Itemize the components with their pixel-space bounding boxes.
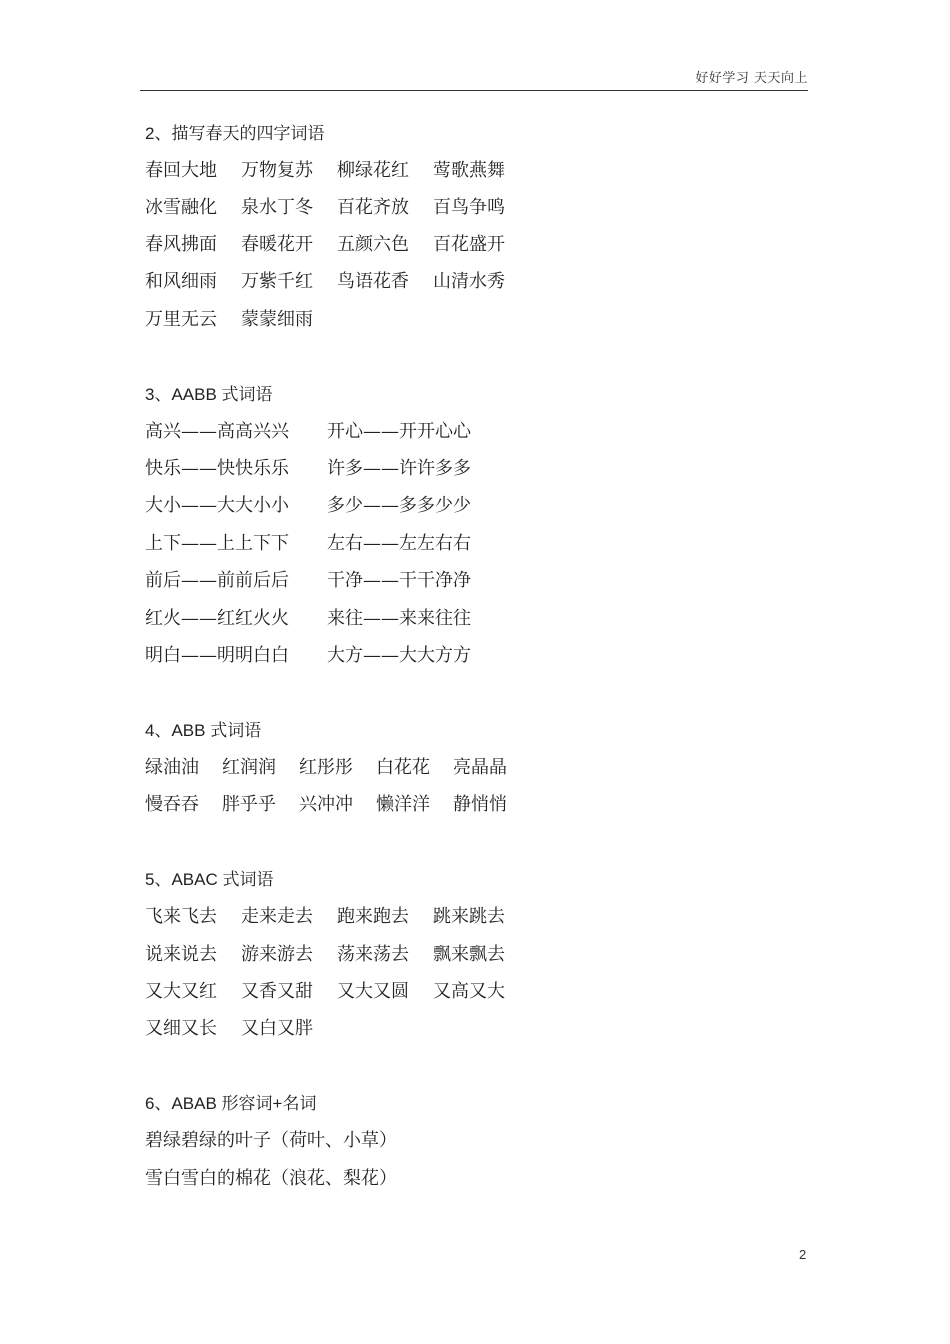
section-4-title: 4、ABB 式词语 xyxy=(145,721,262,740)
word: 又香又甜 xyxy=(241,981,313,1002)
list-item xyxy=(145,607,471,631)
word-pair: 多少——多多少少 xyxy=(327,495,471,516)
word-pair: 左右——左左右右 xyxy=(327,533,471,554)
word-pair: 开心——开开心心 xyxy=(327,421,471,442)
word-pair: 明白——明明白白 xyxy=(145,645,289,666)
word-pair: 前后——前前后后 xyxy=(145,570,289,591)
word: 又高又大 xyxy=(433,981,505,1002)
list-item xyxy=(145,644,471,668)
list-item xyxy=(145,494,471,518)
word: 又白又胖 xyxy=(241,1018,313,1039)
word: 柳绿花红 xyxy=(337,160,409,181)
word-pair: 快乐——快快乐乐 xyxy=(145,458,289,479)
word: 白花花 xyxy=(376,757,430,778)
word-pair: 上下——上上下下 xyxy=(145,533,289,554)
word: 百鸟争鸣 xyxy=(433,197,505,218)
word: 百花盛开 xyxy=(433,234,505,255)
list-item xyxy=(145,159,529,183)
page-number: 2 xyxy=(799,1247,807,1262)
word: 春暖花开 xyxy=(241,234,313,255)
word: 山清水秀 xyxy=(433,271,505,292)
section-6-title: 6、ABAB 形容词+名词 xyxy=(145,1094,317,1113)
section-5-title: 5、ABAC 式词语 xyxy=(145,870,274,889)
word: 又大又红 xyxy=(145,981,217,1002)
word: 春风拂面 xyxy=(145,234,217,255)
list-item: 碧绿碧绿的叶子（荷叶、小草） xyxy=(145,1130,397,1151)
list-item: 雪白雪白的棉花（浪花、梨花） xyxy=(145,1168,397,1189)
word-pair: 干净——干干净净 xyxy=(327,570,471,591)
word: 绿油油 xyxy=(145,757,199,778)
list-item xyxy=(145,457,471,481)
word: 游来游去 xyxy=(241,944,313,965)
list-item xyxy=(145,905,529,929)
list-item xyxy=(145,943,529,967)
word: 万紫千红 xyxy=(241,271,313,292)
list-item xyxy=(145,532,471,556)
word: 百花齐放 xyxy=(337,197,409,218)
word: 万里无云 xyxy=(145,309,217,330)
list-item xyxy=(145,308,337,332)
word: 亮晶晶 xyxy=(453,757,507,778)
word: 红润润 xyxy=(222,757,276,778)
word: 又细又长 xyxy=(145,1018,217,1039)
word: 胖乎乎 xyxy=(222,794,276,815)
list-item xyxy=(145,793,530,817)
word: 说来说去 xyxy=(145,944,217,965)
word: 五颜六色 xyxy=(337,234,409,255)
list-item xyxy=(145,569,471,593)
list-item xyxy=(145,756,530,780)
word: 莺歌燕舞 xyxy=(433,160,505,181)
list-item xyxy=(145,196,529,220)
word: 蒙蒙细雨 xyxy=(241,309,313,330)
word: 红彤彤 xyxy=(299,757,353,778)
word-pair: 大方——大大方方 xyxy=(327,645,471,666)
section-3-title: 3、AABB 式词语 xyxy=(145,385,273,404)
word: 静悄悄 xyxy=(453,794,507,815)
word-pair: 来往——来来往往 xyxy=(327,608,471,629)
word: 飘来飘去 xyxy=(433,944,505,965)
word: 走来走去 xyxy=(241,906,313,927)
word: 春回大地 xyxy=(145,160,217,181)
list-item xyxy=(145,270,529,294)
word: 跳来跳去 xyxy=(433,906,505,927)
list-item xyxy=(145,980,529,1004)
word: 荡来荡去 xyxy=(337,944,409,965)
word-pair: 许多——许许多多 xyxy=(327,458,471,479)
word: 跑来跑去 xyxy=(337,906,409,927)
word: 懒洋洋 xyxy=(376,794,430,815)
page-header xyxy=(140,64,808,91)
word-pair: 红火——红红火火 xyxy=(145,608,289,629)
word-pair: 高兴——高高兴兴 xyxy=(145,421,289,442)
word: 慢吞吞 xyxy=(145,794,199,815)
list-item xyxy=(145,233,529,257)
word: 冰雪融化 xyxy=(145,197,217,218)
list-item xyxy=(145,420,471,444)
word: 飞来飞去 xyxy=(145,906,217,927)
header-text: 好好学习 天天向上 xyxy=(695,71,808,86)
word: 万物复苏 xyxy=(241,160,313,181)
section-2-title: 2、描写春天的四字词语 xyxy=(145,124,325,143)
word-pair: 大小——大大小小 xyxy=(145,495,289,516)
list-item xyxy=(145,1017,337,1041)
word: 泉水丁冬 xyxy=(241,197,313,218)
word: 又大又圆 xyxy=(337,981,409,1002)
word: 和风细雨 xyxy=(145,271,217,292)
word: 兴冲冲 xyxy=(299,794,353,815)
word: 鸟语花香 xyxy=(337,271,409,292)
